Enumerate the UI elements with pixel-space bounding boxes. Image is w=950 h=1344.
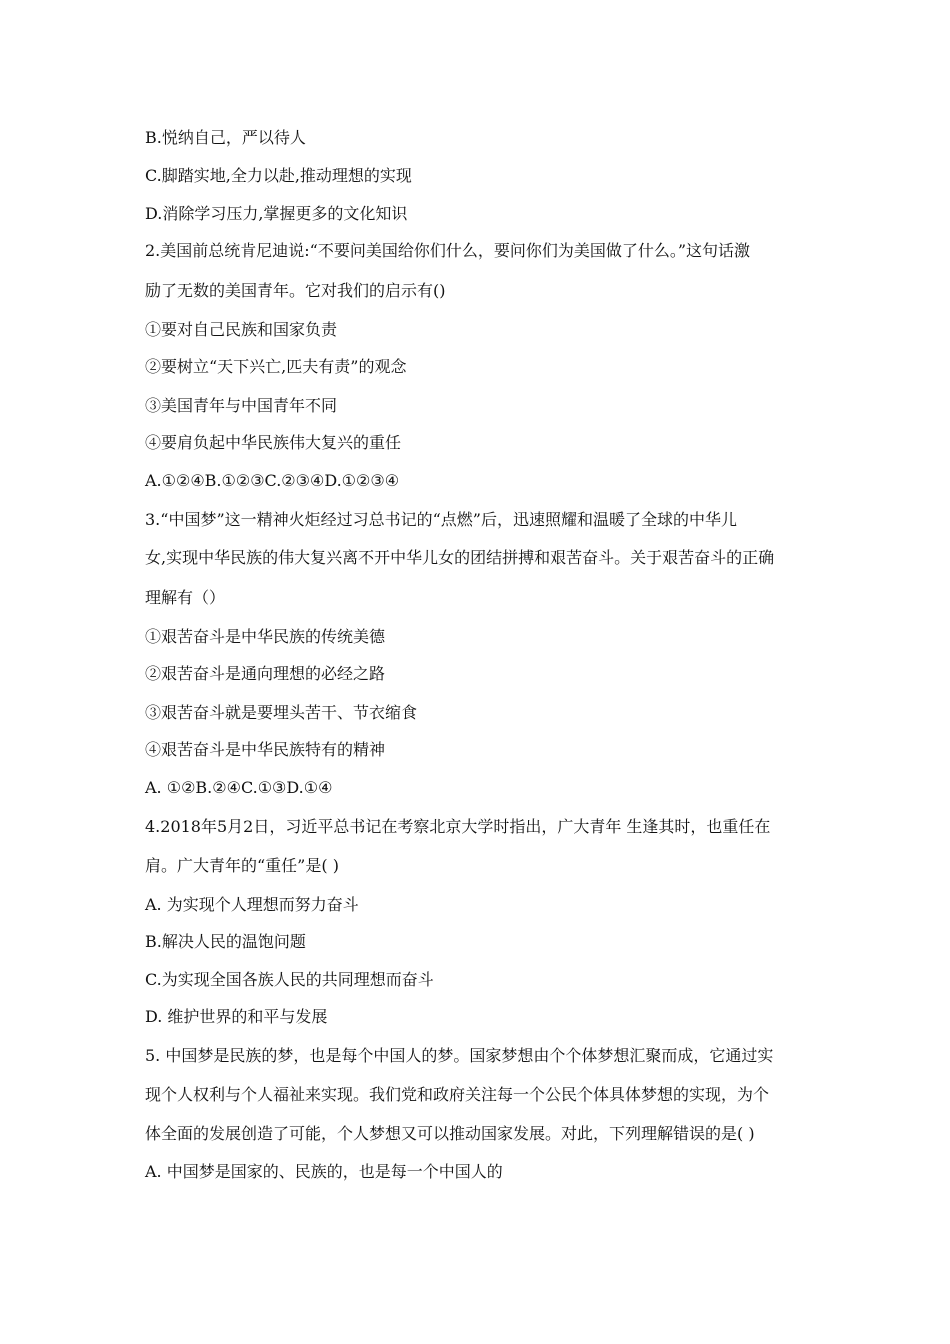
question-5-line-1: 5. 中国梦是民族的梦，也是每个中国人的梦。国家梦想由个个体梦想汇聚而成，它通过实 — [145, 1046, 774, 1065]
answer-options: A.①②④B.①②③C.②③④D.①②③④ — [145, 471, 400, 490]
option-b: B.解决人民的温饱问题 — [145, 932, 306, 951]
option-a: A. 中国梦是国家的、民族的，也是每一个中国人的 — [145, 1162, 503, 1181]
question-3-line-1: 3.“中国梦”这一精神火炬经过习总书记的“点燃”后，迅速照耀和温暖了全球的中华儿 — [145, 510, 737, 529]
statement-3: ③美国青年与中国青年不同 — [145, 396, 338, 415]
question-2-line-2: 励了无数的美国青年。它对我们的启示有() — [145, 281, 446, 300]
question-3-line-3: 理解有（） — [145, 588, 226, 607]
answer-options: A. ①②B.②④C.①③D.①④ — [145, 778, 333, 797]
statement-1: ①艰苦奋斗是中华民族的传统美德 — [145, 627, 386, 646]
question-3-line-2: 女,实现中华民族的伟大复兴离不开中华儿女的团结拼搏和艰苦奋斗。关于艰苦奋斗的正确 — [145, 548, 775, 567]
statement-3: ③艰苦奋斗就是要埋头苦干、节衣缩食 — [145, 703, 418, 722]
option-a: A. 为实现个人理想而努力奋斗 — [145, 895, 359, 914]
question-2-line-1: 2.美国前总统肯尼迪说:“不要问美国给你们什么，要问你们为美国做了什么。”这句话激 — [145, 241, 751, 260]
question-5-line-3: 体全面的发展创造了可能，个人梦想又可以推动国家发展。对此，下列理解错误的是( ) — [145, 1124, 755, 1143]
statement-4: ④要肩负起中华民族伟大复兴的重任 — [145, 433, 402, 452]
statement-4: ④艰苦奋斗是中华民族特有的精神 — [145, 740, 386, 759]
statement-2: ②艰苦奋斗是通向理想的必经之路 — [145, 664, 386, 683]
option-d: D.消除学习压力,掌握更多的文化知识 — [145, 204, 408, 223]
statement-2: ②要树立“天下兴亡,匹夫有责”的观念 — [145, 357, 407, 376]
option-d: D. 维护世界的和平与发展 — [145, 1007, 328, 1026]
question-5-line-2: 现个人权利与个人福祉来实现。我们党和政府关注每一个公民个体具体梦想的实现，为个 — [145, 1085, 770, 1104]
option-c: C.为实现全国各族人民的共同理想而奋斗 — [145, 970, 434, 989]
option-b: B.悦纳自己，严以待人 — [145, 128, 306, 147]
question-4-line-1: 4.2018年5月2日，习近平总书记在考察北京大学时指出，广大青年 生逢其时，也重任在 — [145, 817, 771, 836]
statement-1: ①要对自己民族和国家负责 — [145, 320, 338, 339]
question-4-line-2: 肩。广大青年的“重任”是( ) — [145, 856, 339, 875]
option-c: C.脚踏实地,全力以赴,推动理想的实现 — [145, 166, 412, 185]
